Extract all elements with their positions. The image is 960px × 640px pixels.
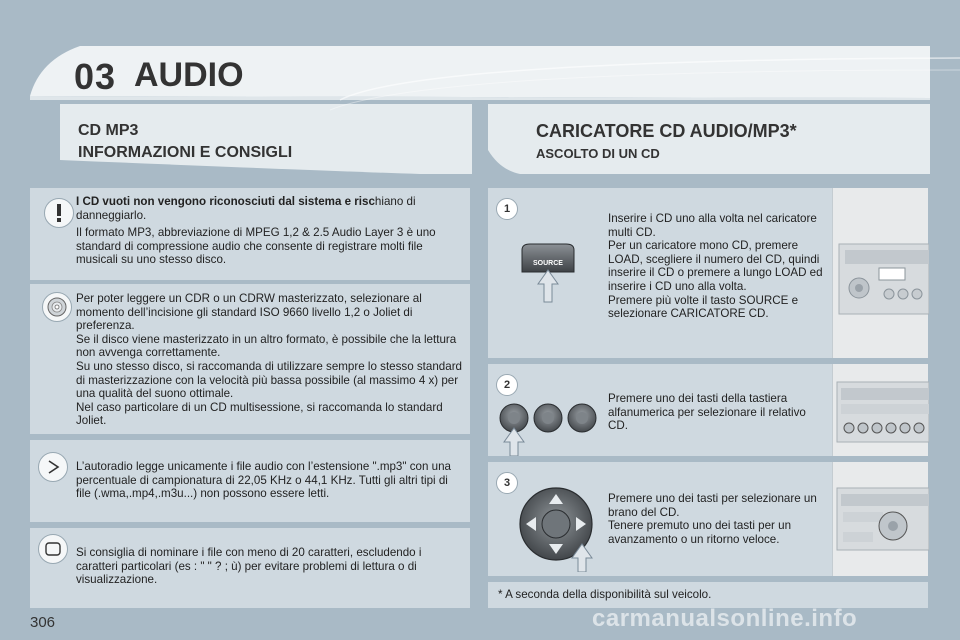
footnote-text: * A seconda della disponibilità sul veicolo. <box>498 588 712 601</box>
source-button-label: SOURCE <box>533 260 563 267</box>
step-3-badge: 3 <box>496 472 518 494</box>
radio-photo-3 <box>832 462 928 576</box>
left-heading-line1: CD MP3 <box>78 122 139 139</box>
mp3-definition-text: Il formato MP3, abbreviazione di MPEG 1,2 & 2.5 Audio Layer 3 è uno standard di compressione audio che consente di registrare molti file musicali su uno stesso disco. <box>76 226 436 267</box>
right-section-heading: CARICATORE CD AUDIO/MP3* <box>536 121 797 141</box>
mp3-format-box <box>30 440 470 522</box>
step-3-box <box>488 462 928 576</box>
filename-advice-text: Si consiglia di nominare i file con meno di 20 caratteri, escludendo i caratteri particolari (es : " " ? ; ù) per evitare problemi di lettura o di visualizzazione. <box>76 546 422 587</box>
direction-pad-illustration <box>518 482 598 572</box>
step-2-text: Premere uno dei tasti della tastiera alfanumerica per selezionare il relativo CD. <box>608 392 806 433</box>
chapter-number: 03 <box>74 56 117 97</box>
disc-icon <box>42 292 72 322</box>
filename-advice-box <box>30 528 470 608</box>
warning-text-rest: hiano di danneggiarlo. <box>76 195 416 222</box>
numeric-keys-illustration <box>498 398 602 456</box>
watermark: carmanualsonline.info <box>592 605 858 632</box>
right-section-subheading: ASCOLTO DI UN CD <box>536 146 660 161</box>
cd-info-box <box>30 284 470 434</box>
cd-info-text: Per poter leggere un CDR o un CDRW masterizzato, selezionare al momento dell’incisione gli standard ISO 9660 livello 1,2 o Joliet di preferenza. Se il disco viene masterizzato in un altro formato, è possibile che la lettura non avvenga correttamente. Su uno stesso disco, si raccomanda di utilizzare sempre lo stesso standard di masterizzazione con la velocità più bassa possibile (al massimo 4 x) per una qualità del suono ottimale. Nel caso particolare di un CD multisessione, si raccomanda lo standard Joliet. <box>76 292 463 428</box>
step-2-box <box>488 364 928 456</box>
play-icon <box>38 452 68 482</box>
mp3-format-text: L’autoradio legge unicamente i file audio con l’estensione ".mp3" con una percentuale di campionatura di 22,05 KHz o 44,1 KHz. Tutti gli altri tipi di file (.wma,.mp4,.m3u...) non possono essere letti. <box>76 460 451 501</box>
step-3-text: Premere uno dei tasti per selezionare un brano del CD. Tenere premuto uno dei tasti per un avanzamento o un ritorno veloce. <box>608 492 817 546</box>
step-2-badge: 2 <box>496 374 518 396</box>
step-1-badge: 1 <box>496 198 518 220</box>
left-heading-line2: INFORMAZIONI E CONSIGLI <box>78 144 293 161</box>
chapter-title: AUDIO <box>134 56 244 94</box>
warning-text <box>76 195 464 267</box>
step-1-box <box>488 188 928 358</box>
left-section-heading <box>78 120 292 164</box>
warning-bold-text: I CD vuoti non vengono riconosciuti dal sistema e risc <box>76 195 375 208</box>
radio-photo-1 <box>832 188 928 358</box>
rounded-rect-icon <box>38 534 68 564</box>
source-button-illustration <box>516 240 580 306</box>
step-1-text: Inserire i CD uno alla volta nel caricatore multi CD. Per un caricatore mono CD, premere LOAD, scegliere il numero del CD, quindi inserire il CD o premere a lungo LOAD ed inserire i CD uno alla volta. Premere più volte il tasto SOURCE e selezionare CARICATORE CD. <box>608 212 823 321</box>
warning-box <box>30 188 470 280</box>
page-number: 306 <box>30 614 56 631</box>
radio-photo-2 <box>832 364 928 456</box>
exclamation-icon <box>44 198 74 228</box>
